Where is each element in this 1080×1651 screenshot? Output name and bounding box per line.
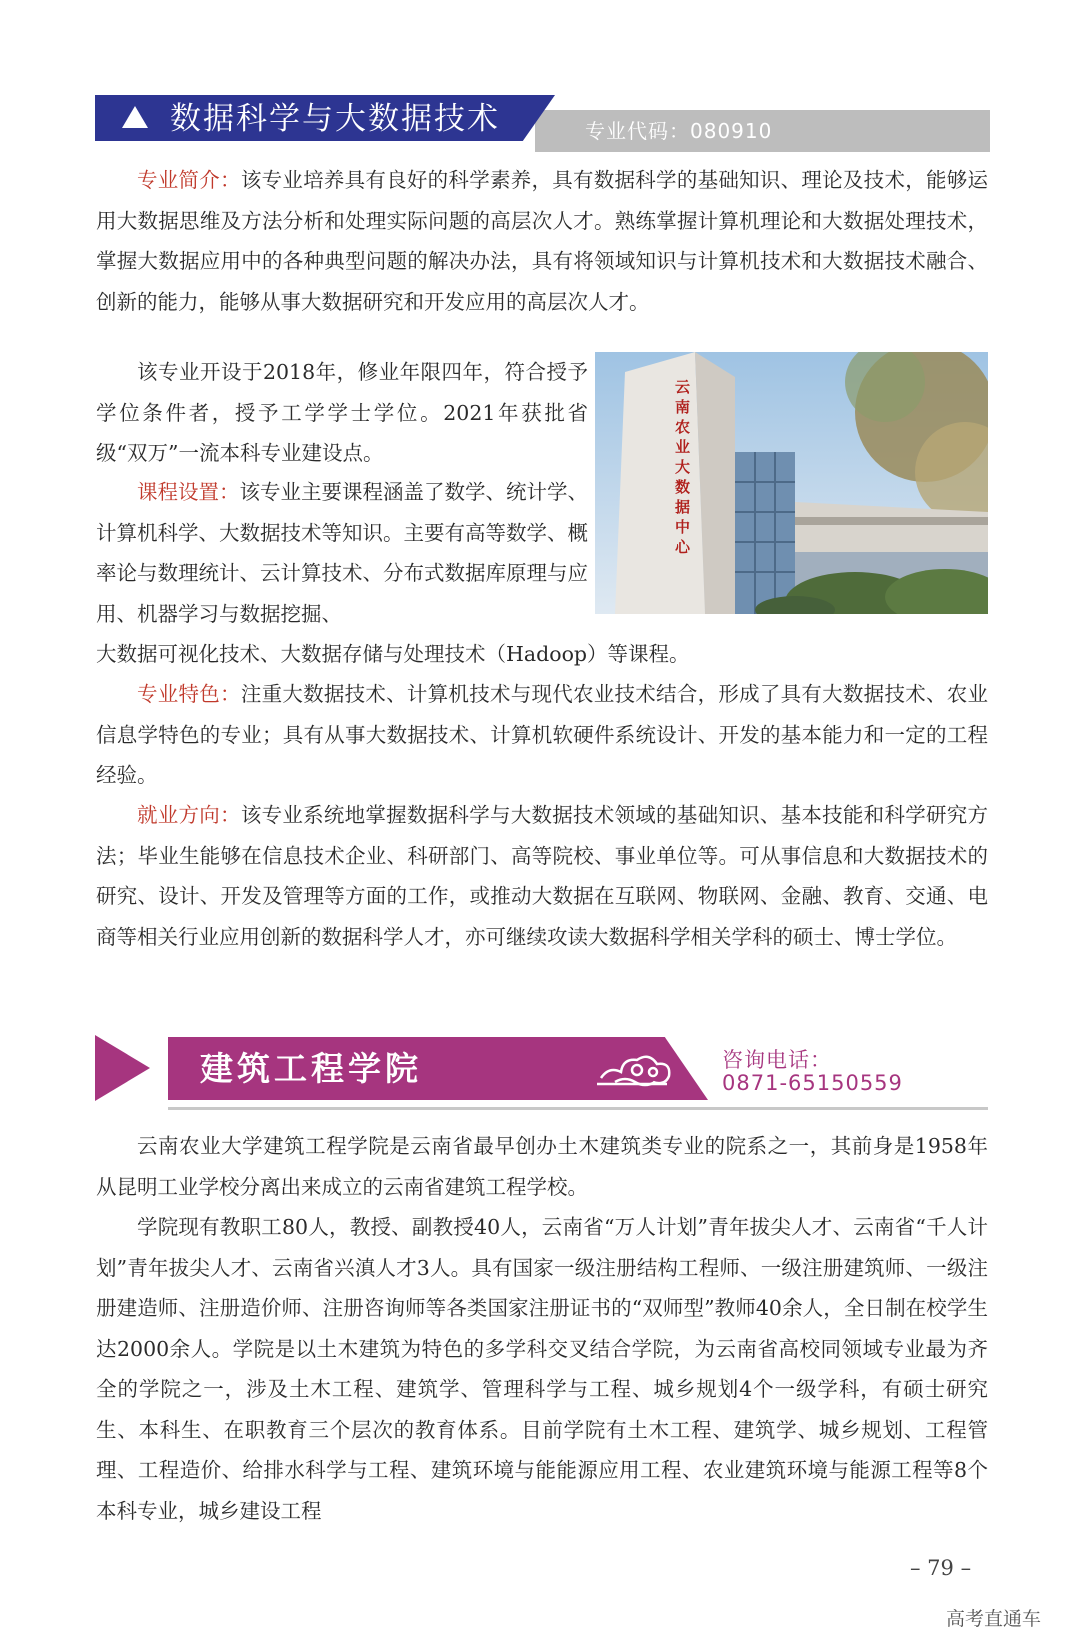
college-paragraph-1: 云南农业大学建筑工程学院是云南省最早创办土木建筑类专业的院系之一，其前身是1958年从昆明工业学校分离出来成立的云南省建筑工程学校。 <box>96 1134 988 1199</box>
intro-label: 专业简介： <box>137 168 241 192</box>
major-code: 专业代码：080910 <box>585 119 773 143</box>
watermark: 高考直通车 <box>946 1608 1042 1630</box>
triangle-icon <box>122 106 148 128</box>
features-paragraph <box>96 674 988 796</box>
play-arrow-icon <box>95 1035 150 1101</box>
svg-text:中: 中 <box>675 518 691 536</box>
svg-text:业: 业 <box>675 438 691 456</box>
svg-text:云: 云 <box>675 378 691 396</box>
career-text: 该专业系统地掌握数据科学与大数据技术领域的基础知识、基本技能和科学研究方法；毕业生能够在信息技术企业、科研部门、高等院校、事业单位等。可从事信息和大数据技术的研究、设计、开发及管理等方面的工作，或推动大数据在互联网、物联网、金融、教育、交通、电商等相关行业应用创新的数据科学人才，亦可继续攻读大数据科学相关学科的硕士、博士学位。 <box>96 803 988 949</box>
intro-text: 该专业培养具有良好的科学素养，具有数据科学的基础知识、理论及技术，能够运用大数据思维及方法分析和处理实际问题的高层次人才。熟练掌握计算机理论和大数据处理技术，掌握大数据应用中的各种典型问题的解决办法，具有将领域知识与计算机技术和大数据技术融合、创新的能力，能够从事大数据研究和开发应用的高层次人才。 <box>96 168 988 314</box>
svg-text:南: 南 <box>675 398 691 416</box>
data-center-building-image <box>595 352 988 614</box>
courses-label: 课程设置： <box>137 480 240 504</box>
courses-paragraph <box>96 472 588 634</box>
career-paragraph <box>96 795 988 957</box>
college-paragraph-2: 学院现有教职工80人，教授、副教授40人，云南省“万人计划”青年拔尖人才、云南省“千人计划”青年拔尖人才、云南省兴滇人才3人。具有国家一级注册结构工程师、一级注册建筑师、一级注册建造师、注册造价师、注册咨询师等各类国家注册证书的“双师型”教师40余人，全日制在校学生达2000余人。学院是以土木建筑为特色的多学科交叉结合学院，为云南省高校同领域专业最为齐全的学院之一，涉及土木工程、建筑学、管理科学与工程、城乡规划4个一级学科，有硕士研究生、本科生、在职教育三个层次的教育体系。目前学院有土木工程、建筑学、城乡规划、工程管理、工程造价、给排水科学与工程、建筑环境与能能源应用工程、农业建筑环境与能源工程等8个本科专业，城乡建设工程 <box>96 1215 988 1523</box>
courses-paragraph-cont: 大数据可视化技术、大数据存储与处理技术（Hadoop）等课程。 <box>96 642 690 666</box>
svg-text:据: 据 <box>675 498 691 516</box>
svg-text:农: 农 <box>675 418 691 436</box>
features-text: 注重大数据技术、计算机技术与现代农业技术结合，形成了具有大数据技术、农业信息学特色的专业；具有从事大数据技术、计算机软硬件系统设计、开发的基本能力和一定的工程经验。 <box>96 682 988 787</box>
founding-paragraph: 该专业开设于2018年，修业年限四年，符合授予学位条件者，授予工学学士学位。2021年获批省级“双万”一流本科专业建设点。 <box>96 360 588 465</box>
data-center-photo <box>595 352 988 614</box>
career-label: 就业方向： <box>137 803 241 827</box>
intro-paragraph <box>96 160 988 322</box>
svg-text:数: 数 <box>675 478 691 496</box>
svg-text:心: 心 <box>675 538 691 556</box>
courses-text: 该专业主要课程涵盖了数学、统计学、计算机科学、大数据技术等知识。主要有高等数学、概率论与数理统计、云计算技术、分布式数据库原理与应用、机器学习与数据挖掘、 <box>96 480 588 626</box>
contact-label: 咨询电话： <box>722 1048 832 1072</box>
contact-phone: 0871-65150559 <box>722 1071 903 1095</box>
college-title: 建筑工程学院 <box>200 1049 422 1088</box>
auspicious-cloud-icon <box>595 1048 675 1090</box>
features-label: 专业特色： <box>137 682 241 706</box>
major-title: 数据科学与大数据技术 <box>170 101 500 137</box>
divider <box>168 1107 988 1110</box>
page-number: – 79 – <box>910 1556 972 1580</box>
svg-text:大: 大 <box>675 458 691 476</box>
